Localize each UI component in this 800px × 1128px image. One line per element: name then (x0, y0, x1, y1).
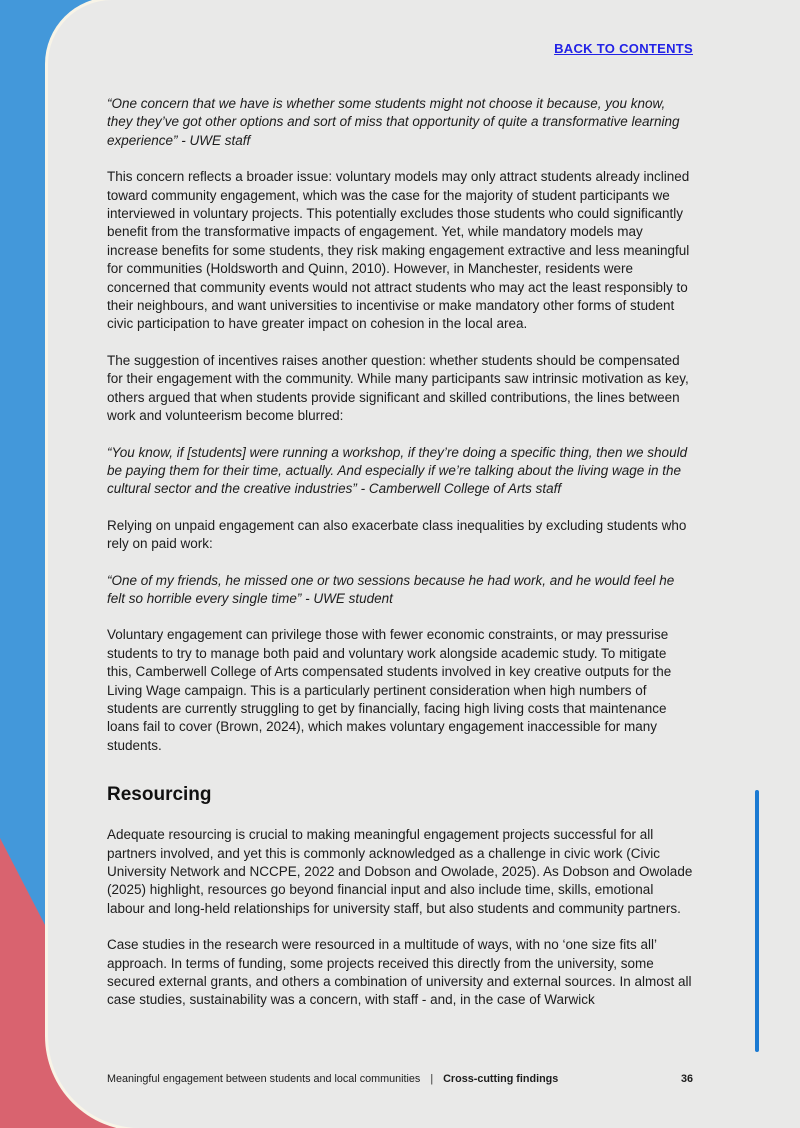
body-paragraph: Voluntary engagement can privilege those with fewer economic constraints, or may pressurise students to try to manage both paid and voluntary work alongside academic study. To mitigate this, Camberwell College of Arts compensated students involved in key creative outputs for the Living Wage campaign. This is a particularly pertinent consideration when high numbers of students are currently struggling to get by financially, facing high living costs that maintenance loans fail to cover (Brown, 2024), which makes voluntary engagement inaccessible for many students. (107, 627, 672, 753)
text-column (107, 0, 693, 1010)
body-paragraph: This concern reflects a broader issue: voluntary models may only attract students already inclined toward community engagement, which was the case for the majority of student participants we interviewed in voluntary projects. This potentially excludes those students who could significantly benefit from the transformative impacts of engagement. Yet, while mandatory models may increase benefits for some students, they risk making engagement extractive and less meaningful for communities (Holdsworth and Quinn, 2010). However, in Manchester, residents were concerned that community events would not attract students who may act the least responsibly to their neighbours, and want universities to incentivise or make mandatory other forms of student civic participation to have greater impact on cohesion in the local area. (107, 169, 690, 332)
body-paragraph: Adequate resourcing is crucial to making meaningful engagement projects successful for all partners involved, and yet this is commonly acknowledged as a challenge in civic work (Civic University Network and NCCPE, 2022 and Dobson and Owolade, 2025). As Dobson and Owolade (2025) highlight, resources go beyond financial input and also include time, skills, emotional labour and long-held relationships for university staff, but also students and community partners. (107, 827, 693, 916)
back-link-row (107, 0, 693, 58)
footer-divider: | (430, 1073, 434, 1085)
resourcing-section-accent-rule (755, 790, 759, 1052)
page-footer (107, 1072, 693, 1086)
back-to-contents-link[interactable]: BACK TO CONTENTS (554, 41, 693, 56)
footer-doc-title: Meaningful engagement between students and local communities (107, 1073, 421, 1085)
document-page (48, 0, 800, 1128)
footer-page-number: 36 (680, 1073, 693, 1085)
quote-paragraph: “You know, if [students] were running a workshop, if they’re doing a specific thing, then we should be paying them for their time, actually. And especially if we’re talking about the living wage in the cultural sector and the creative industries” - Camberwell College of Arts staff (107, 444, 688, 497)
body-paragraph: The suggestion of incentives raises another question: whether students should be compensated for their engagement with the community. While many participants saw intrinsic motivation as key, others argued that when students provide significant and skilled contributions, the lines between work and volunteerism become blurred: (107, 352, 689, 424)
section-heading-resourcing: Resourcing (107, 784, 212, 806)
quote-paragraph: “One concern that we have is whether some students might not choose it because, you know, they they’ve got other options and sort of miss that opportunity of quite a transformative learning experience” - UWE staff (107, 96, 680, 148)
footer-section-label: Cross-cutting findings (443, 1073, 559, 1085)
quote-paragraph: “One of my friends, he missed one or two sessions because he had work, and he would feel he felt so horrible every single time” - UWE student (107, 572, 675, 606)
body-paragraph: Case studies in the research were resourced in a multitude of ways, with no ‘one size fits all’ approach. In terms of funding, some projects received this directly from the university, some secured external grants, and others a combination of university and external sources. In almost all case studies, sustainability was a concern, with staff - and, in the case of Warwick (107, 937, 692, 1008)
body-paragraph: Relying on unpaid engagement can also exacerbate class inequalities by excluding students who rely on paid work: (107, 517, 687, 552)
